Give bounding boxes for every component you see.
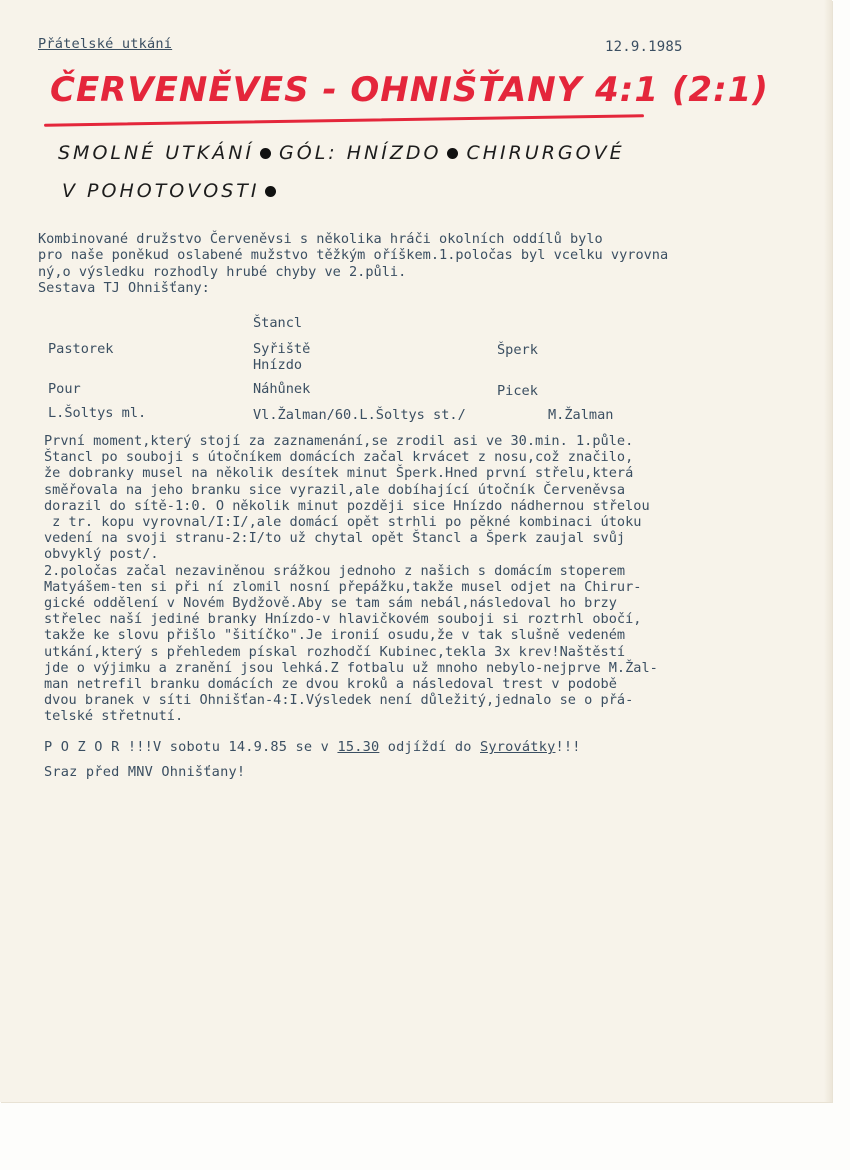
lineup-fwd-center: Vl.Žalman/60.L.Šoltys st./ bbox=[253, 407, 466, 423]
lineup-mid-center: Náhůnek bbox=[253, 381, 311, 397]
notice-line bbox=[44, 739, 581, 755]
report-line: směřovala na jeho branku sice vyrazil,ale dobíhající útočník Červeněvsa bbox=[44, 481, 626, 498]
intro-line: ný,o výsledku rozhodly hrubé chyby ve 2.půli. bbox=[38, 263, 407, 280]
lineup-fwd-right: M.Žalman bbox=[548, 407, 614, 423]
report-line: man netrefil branku domácích ze dvou kroků a následoval trest v podobě bbox=[44, 676, 617, 693]
report-line: že dobranky musel na několik desítek minut Šperk.Hned první střelu,která bbox=[44, 465, 634, 482]
bullet-dot bbox=[265, 186, 276, 197]
notice-meeting: Sraz před MNV Ohnišťany! bbox=[44, 764, 246, 780]
report-line: 2.poločas začal nezaviněnou srážkou jednoho z našich s domácím stoperem bbox=[44, 562, 626, 579]
report-line: střelec naší jediné branky Hnízdo-v hlavičkovém souboji si roztrhl obočí, bbox=[44, 611, 642, 628]
match-date: 12.9.1985 bbox=[605, 39, 683, 55]
report-line: jde o výjimku a zranění jsou lehká.Z fotbalu už mnoho nebylo-nejprve M.Žal- bbox=[44, 659, 658, 676]
lineup-fwd-left: L.Šoltys ml. bbox=[48, 405, 147, 421]
bullet-dot bbox=[260, 148, 271, 159]
lineup-mid-left: Pour bbox=[48, 381, 81, 397]
report-line: utkání,který s přehledem pískal rozhodčí Kubinec,tekla 3x krev!Naštěstí bbox=[44, 643, 626, 660]
notice-place: Syrovátky bbox=[480, 739, 556, 755]
lineup-def-center-1: Syřiště bbox=[253, 341, 311, 357]
lineup-mid-right: Picek bbox=[497, 383, 538, 399]
match-type-heading: Přátelské utkání bbox=[38, 36, 173, 52]
notice-text-a: V sobotu 14.9.85 se v bbox=[153, 739, 338, 755]
bullet-dot bbox=[447, 148, 458, 159]
headline-score: ČERVENĚVES - OHNIŠŤANY 4:1 (2:1) bbox=[50, 70, 769, 110]
report-line: Štancl po souboji s útočníkem domácích začal krvácet z nosu,což značilo, bbox=[44, 449, 634, 466]
report-line: obvyklý post/. bbox=[44, 546, 159, 563]
subtitle-part-1: SMOLNÉ UTKÁNÍ bbox=[58, 142, 255, 164]
report-line: dvou branek v síti Ohnišťan-4:I.Výsledek není důležitý,jednalo se o přá- bbox=[44, 692, 634, 709]
report-line: telské střetnutí. bbox=[44, 708, 184, 725]
lineup-goalkeeper: Štancl bbox=[253, 315, 303, 331]
report-line: vedení na svoji stranu-2:I/to už chytal opět Štancl a Šperk zaujal svůj bbox=[44, 530, 626, 547]
subtitle-line-2 bbox=[62, 180, 284, 202]
report-line: dorazil do sítě-1:0. O několik minut později sice Hnízdo nádhernou střelou bbox=[44, 497, 650, 514]
intro-line: pro naše poněkud oslabené mužstvo těžkým oříškem.1.poločas byl vcelku vyrovna bbox=[38, 247, 669, 264]
intro-paragraph bbox=[38, 231, 668, 297]
notice-time: 15.30 bbox=[337, 739, 380, 755]
lineup-def-left: Pastorek bbox=[48, 341, 114, 357]
report-line: Matyášem-ten si při ní zlomil nosní přepážku,takže musel odjet na Chirur- bbox=[44, 578, 642, 595]
lineup-def-center-2: Hnízdo bbox=[253, 357, 303, 373]
intro-line: Sestava TJ Ohnišťany: bbox=[38, 280, 210, 297]
report-line: takže ke slovu přišlo "šitíčko".Je ironií osudu,že v tak slušně vedeném bbox=[44, 627, 626, 644]
report-line: První moment,který stojí za zaznamenání,se zrodil asi ve 30.min. 1.půle. bbox=[44, 433, 634, 449]
subtitle-part-2: GÓL: HNÍZDO bbox=[279, 142, 442, 164]
match-report bbox=[44, 433, 658, 725]
subtitle-part-3: CHIRURGOVÉ bbox=[466, 142, 625, 164]
lineup-def-right: Šperk bbox=[497, 342, 538, 358]
intro-line: Kombinované družstvo Červeněvsi s několika hráči okolních oddílů bylo bbox=[38, 231, 603, 247]
subtitle-line-1 bbox=[58, 142, 625, 164]
paper-edge bbox=[824, 0, 832, 1102]
report-line: gické oddělení v Novém Bydžově.Aby se tam sám nebál,následoval ho brzy bbox=[44, 595, 617, 612]
report-line: z tr. kopu vyrovnal/I:I/,ale domácí opět strhli po pěkné kombinaci útoku bbox=[44, 514, 642, 531]
notice-text-b: odjíždí do bbox=[379, 739, 480, 755]
subtitle-part-4: V POHOTOVOSTI bbox=[62, 180, 260, 202]
notice-pozor: P O Z O R !!! bbox=[44, 739, 153, 755]
notice-text-c: !!! bbox=[555, 739, 581, 755]
